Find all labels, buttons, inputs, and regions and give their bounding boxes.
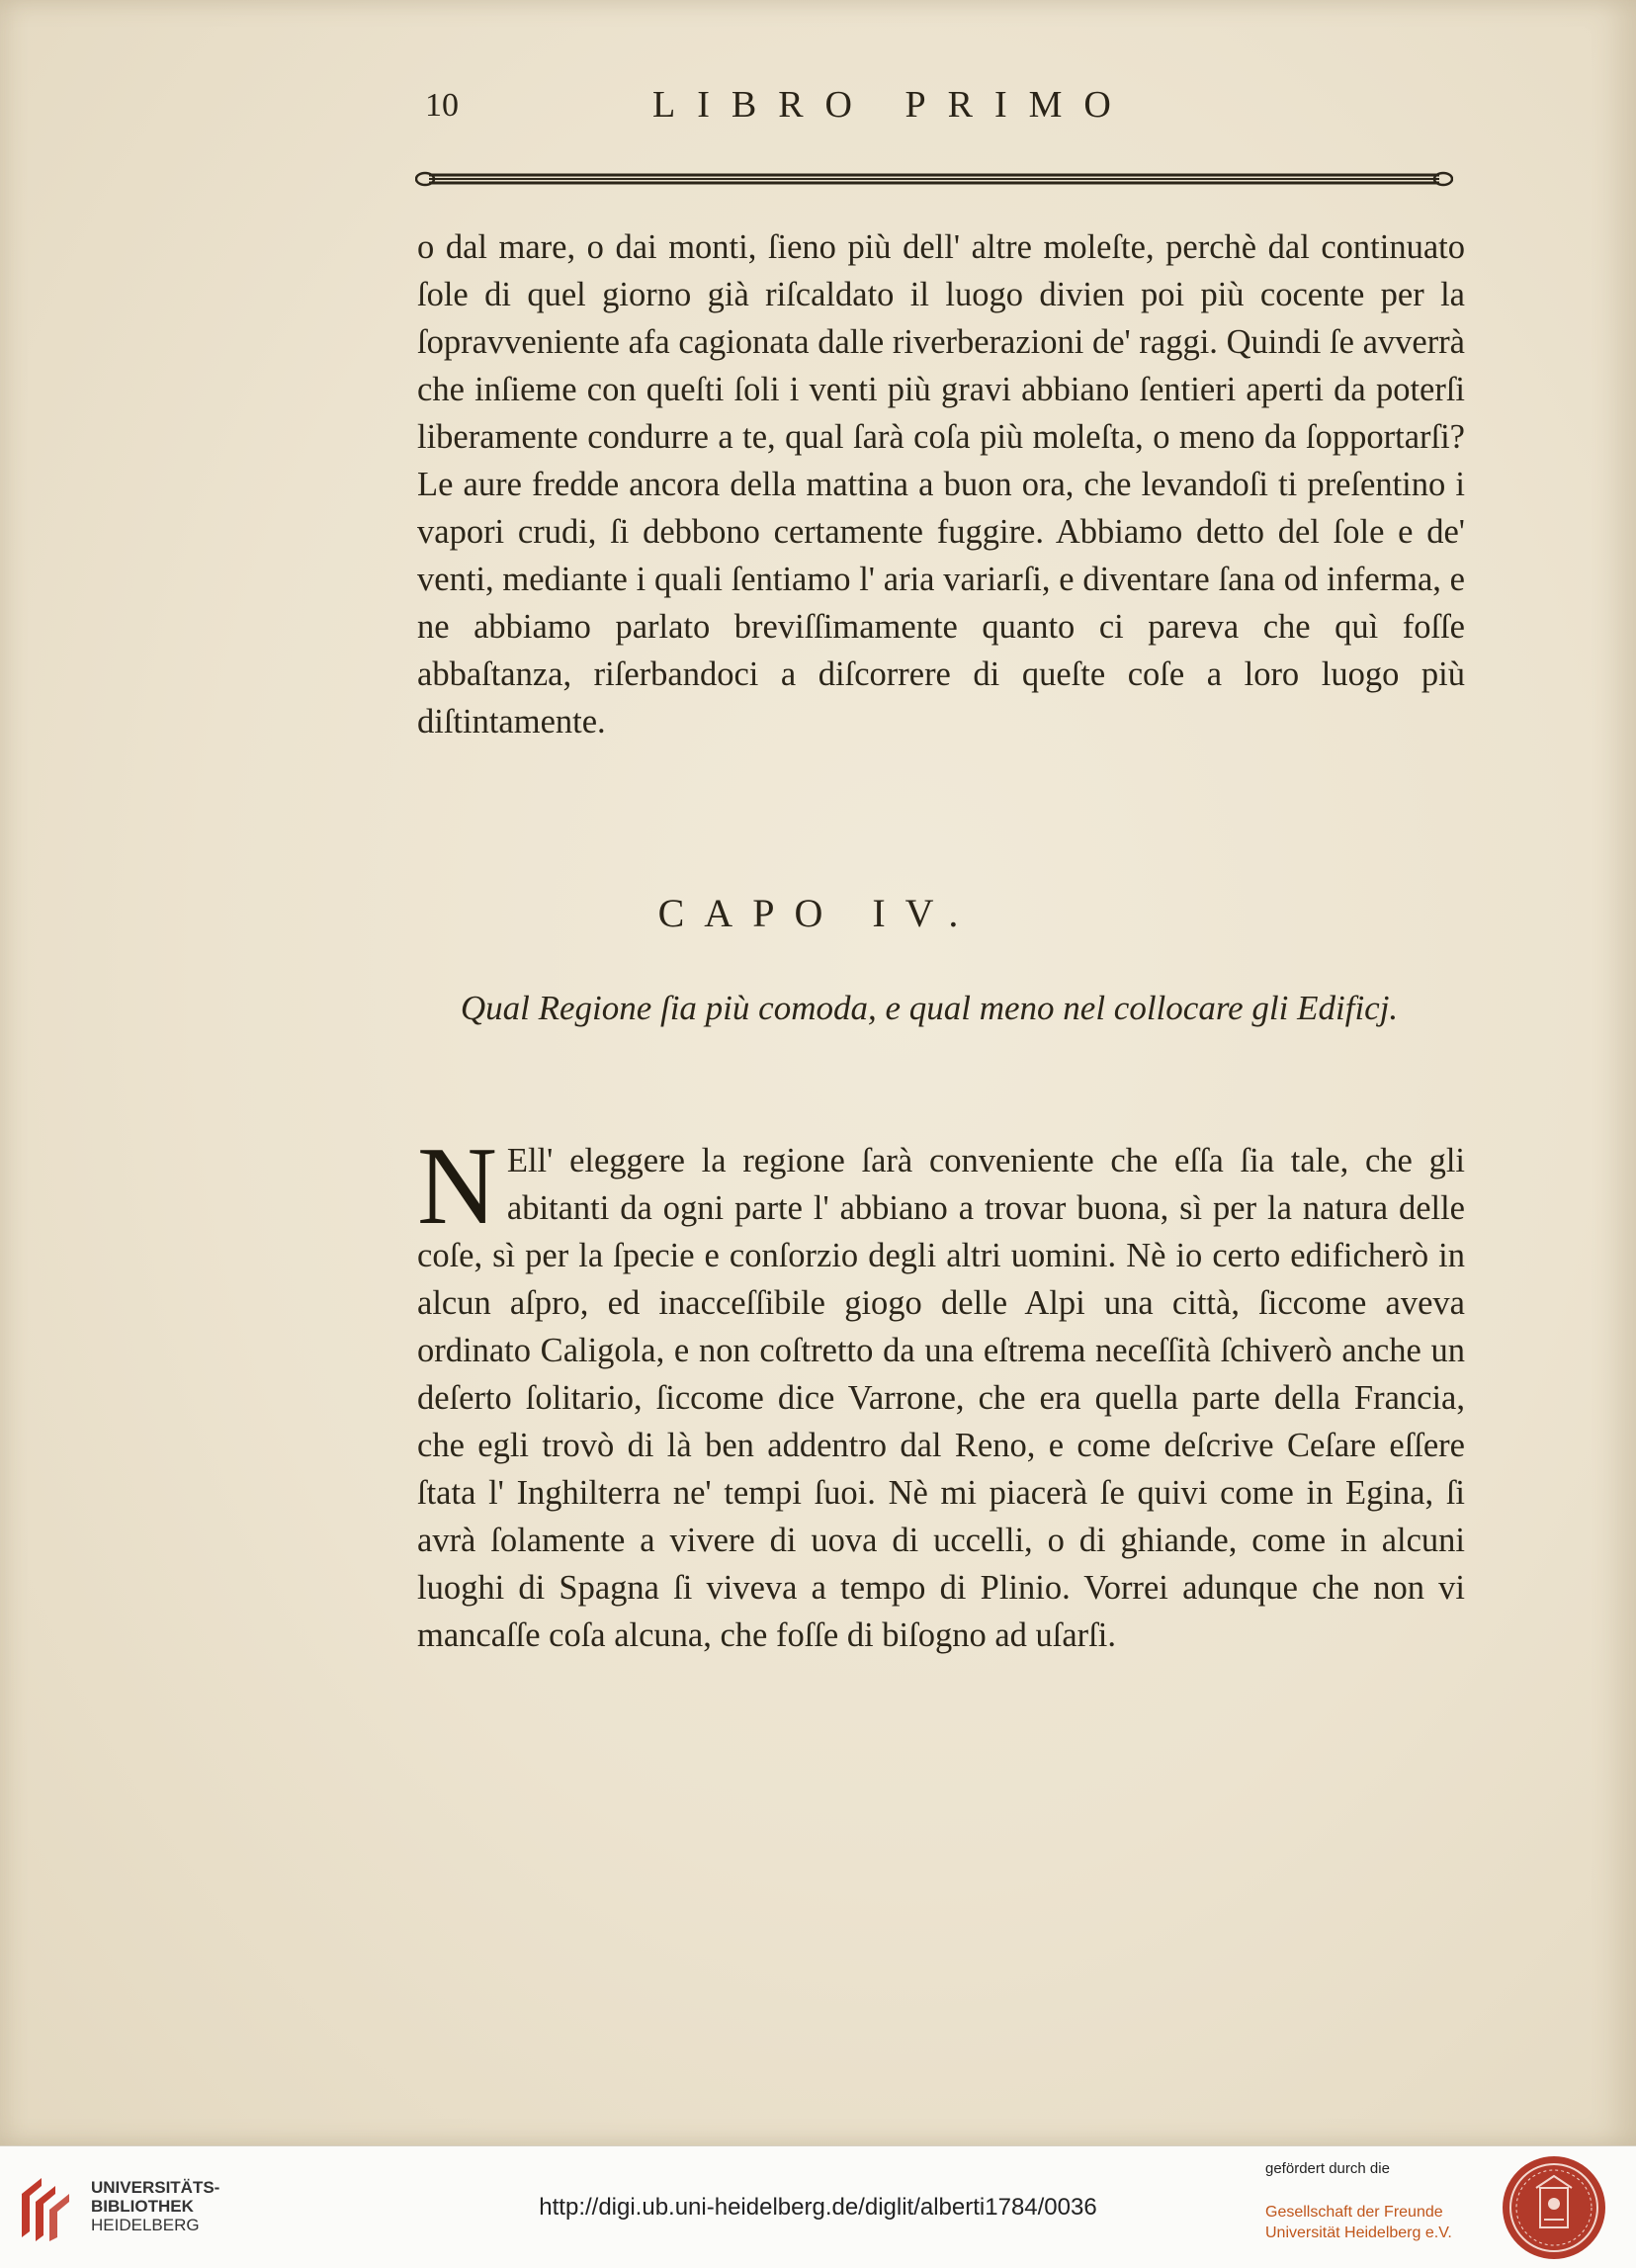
chapter-heading: CAPO IV.: [657, 891, 979, 935]
permalink-url[interactable]: http://digi.ub.uni-heidelberg.de/diglit/alberti1784/0036: [539, 2194, 1097, 2221]
library-name-line3: HEIDELBERG: [91, 2216, 200, 2234]
paragraph-2: [417, 1125, 1465, 1659]
university-seal-icon: [1501, 2154, 1607, 2261]
paragraph-1: o dal mare, o dai monti, ſieno più dell' altre moleſte, perchè dal continuato ſole di quel giorno già riſcaldato il luogo divien poi più cocente per la ſopravveniente afa cagionata dalle riverberazioni de' raggi. Quindi ſe avverrà che inſieme con queſti ſoli i venti più gravi abbiano ſentieri aperti da poterſi liberamente condurre a te, qual ſarà coſa più moleſta, o meno da ſopportarſi? Le aure fredde ancora della mattina a buon ora, che levandoſi ti preſentino i vapori crudi, ſi debbono certamente fuggire. Abbiamo detto del ſole e de' venti, mediante i quali ſentiamo l' aria variarſi, e diventare ſana od inferma, e ne abbiamo parlato breviſſimamente quanto ci pareva che quì foſſe abbaſtanza, riſerbandoci a diſcorrere di queſte coſe a loro luogo più diſtintamente.: [417, 228, 1465, 741]
sponsor-name-line2: Universität Heidelberg e.V.: [1265, 2224, 1452, 2241]
library-name-line1: UNIVERSITÄTS-: [91, 2178, 220, 2197]
page-number: 10: [425, 87, 459, 124]
running-head: LIBRO PRIMO: [652, 84, 1133, 126]
footer-bar: [0, 2145, 1636, 2268]
ornamental-rule: [415, 166, 1453, 190]
library-name-line2: BIBLIOTHEK: [91, 2197, 194, 2216]
sponsor-name: [1265, 2202, 1452, 2243]
sponsor-label: gefördert durch die: [1265, 2160, 1390, 2177]
drop-cap: N: [417, 1125, 497, 1248]
chapter-subtitle: Qual Regione ſia più comoda, e qual meno nel collocare gli Edificj.: [460, 989, 1399, 1027]
paragraph-2-text: Ell' eleggere la regione ſarà conveniente che eſſa ſia tale, che gli abitanti da ogni parte l' abbiano a trovar buona, sì per la natura delle coſe, sì per la ſpecie e conſorzio degli altri uomini. Nè io certo edificherò in alcun aſpro, ed inacceſſibile giogo delle Alpi una città, ſiccome aveva ordinato Caligola, e non coſtretto da una eſtrema neceſſità ſchiverò anche un deſerto ſolitario, ſiccome dice Varrone, che era quella parte della Francia, che egli trovò di là ben addentro dal Reno, e come deſcrive Ceſare eſſere ſtata l' Inghilterra ne' tempi ſuoi. Nè mi piacerà ſe quivi come in Egina, ſi avrà ſolamente a vivere di uova di uccelli, o di ghiande, come in alcuni luoghi di Spagna ſi viveva a tempo di Plinio. Vorrei adunque che non vi mancaſſe coſa alcuna, che foſſe di biſogno ad uſarſi.: [417, 1142, 1465, 1654]
sponsor-name-line1: Gesellschaft der Freunde: [1265, 2204, 1443, 2221]
